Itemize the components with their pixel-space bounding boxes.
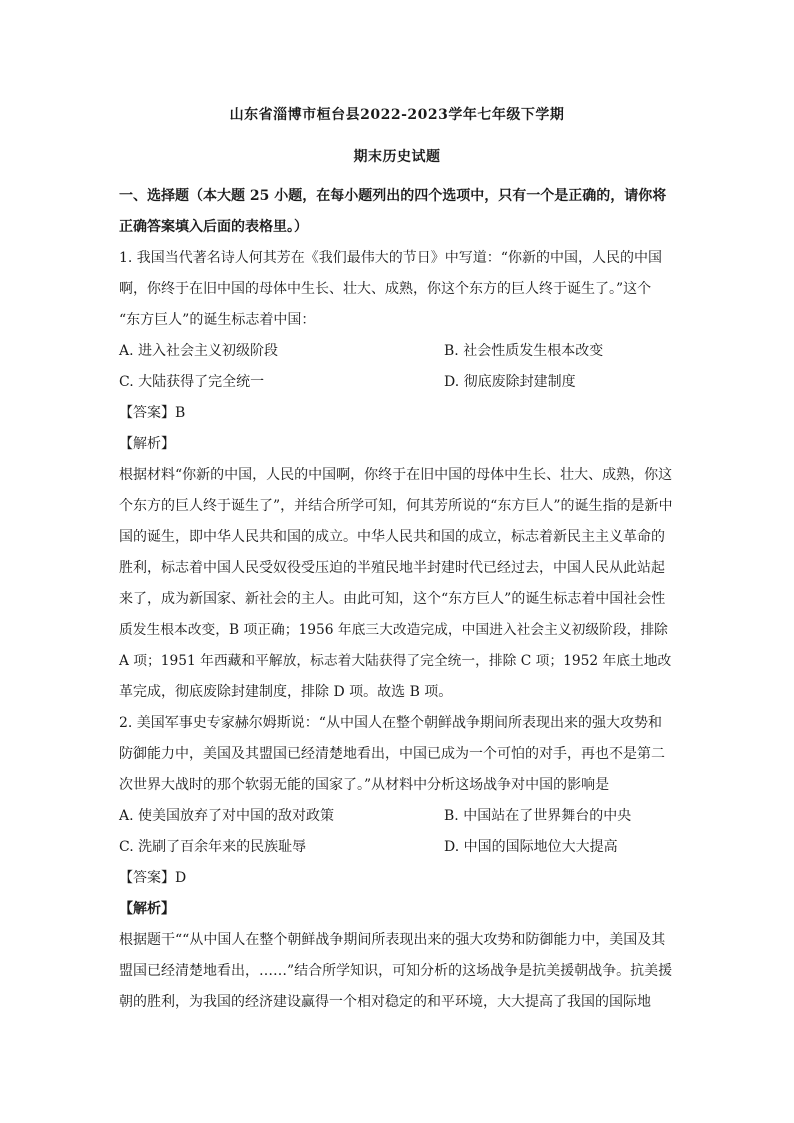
q1-option-b: B. 社会性质发生根本改变 <box>444 343 604 359</box>
q1-stem-line2: 啊，你终于在旧中国的母体中生长、壮大、成熟，你这个东方的巨人终于诞生了。”这个 <box>119 281 652 297</box>
q2-answer: 【答案】D <box>119 870 187 886</box>
q2-analysis-line1: 根据题干““从中国人在整个朝鲜战争期间所表现出来的强大攻势和防御能力中，美国及其 <box>119 932 666 948</box>
q2-options-row2 <box>119 832 675 863</box>
q1-analysis-line7: A 项；1951 年西藏和平解放，标志着大陆获得了完全统一，排除 C 项；1952 年底土地改 <box>119 653 672 669</box>
q1-option-c: C. 大陆获得了完全统一 <box>119 374 265 390</box>
section-heading-line2: 正确答案填入后面的表格里。） <box>119 219 308 235</box>
q1-stem-line1: 1. 我国当代著名诗人何其芳在《我们最伟大的节日》中写道：“你新的中国，人民的中国 <box>119 250 662 266</box>
q1-analysis-label: 【解析】 <box>119 436 175 452</box>
q1-analysis-line6: 质发生根本改变，B 项正确；1956 年底三大改造完成，中国进入社会主义初级阶段，排除 <box>119 622 668 638</box>
q1-answer: 【答案】B <box>119 405 186 421</box>
q1-analysis-line8: 革完成，彻底废除封建制度，排除 D 项。故选 B 项。 <box>119 684 453 700</box>
q2-stem-line3: 次世界大战时的那个软弱无能的国家了。”从材料中分析这场战争对中国的影响是 <box>119 777 610 793</box>
q1-options-row1 <box>119 336 675 367</box>
q2-option-a: A. 使美国放弃了对中国的敌对政策 <box>119 808 335 824</box>
exam-title-line2: 期末历史试题 <box>353 149 441 165</box>
q2-options-row1 <box>119 801 675 832</box>
q1-option-d: D. 彻底废除封建制度 <box>444 374 576 390</box>
q2-stem-line2: 防御能力中，美国及其盟国已经清楚地看出，中国已成为一个可怕的对手，再也不是第二 <box>119 746 665 762</box>
q1-option-a: A. 进入社会主义初级阶段 <box>119 343 279 359</box>
exam-title-line1: 山东省淄博市桓台县2022-2023学年七年级下学期 <box>229 107 565 123</box>
q2-option-b: B. 中国站在了世界舞台的中央 <box>444 808 632 824</box>
q2-analysis-label: 【解析】 <box>119 901 175 917</box>
section-heading-line1: 一、选择题（本大题 25 小题，在每小题列出的四个选项中，只有一个是正确的，请你将 <box>119 188 667 204</box>
document-content <box>119 181 675 1018</box>
q2-option-d: D. 中国的国际地位大大提高 <box>444 839 618 855</box>
q2-stem-line1: 2. 美国军事史专家赫尔姆斯说：“从中国人在整个朝鲜战争期间所表现出来的强大攻势和 <box>119 715 662 731</box>
q2-option-c: C. 洗刷了百余年来的民族耻辱 <box>119 839 307 855</box>
q1-stem-line3: “东方巨人”的诞生标志着中国： <box>119 312 316 328</box>
q1-analysis-line1: 根据材料“你新的中国，人民的中国啊，你终于在旧中国的母体中生长、壮大、成熟，你这 <box>119 467 673 483</box>
q2-analysis-line3: 朝的胜利，为我国的经济建设赢得一个相对稳定的和平环境，大大提高了我国的国际地 <box>119 994 651 1010</box>
q1-analysis-line4: 胜利，标志着中国人民受奴役受压迫的半殖民地半封建时代已经过去，中国人民从此站起 <box>119 560 665 576</box>
q1-analysis-line5: 来了，成为新国家、新社会的主人。由此可知，这个“东方巨人”的诞生标志着中国社会性 <box>119 591 666 607</box>
q1-analysis-line2: 个东方的巨人终于诞生了”，并结合所学可知，何其芳所说的“东方巨人”的诞生指的是新中 <box>119 498 673 514</box>
q1-options-row2 <box>119 367 675 398</box>
q2-analysis-line2: 盟国已经清楚地看出，……”结合所学知识，可知分析的这场战争是抗美援朝战争。抗美援 <box>119 963 673 979</box>
q1-analysis-line3: 国的诞生，即中华人民共和国的成立。中华人民共和国的成立，标志着新民主主义革命的 <box>119 529 665 545</box>
